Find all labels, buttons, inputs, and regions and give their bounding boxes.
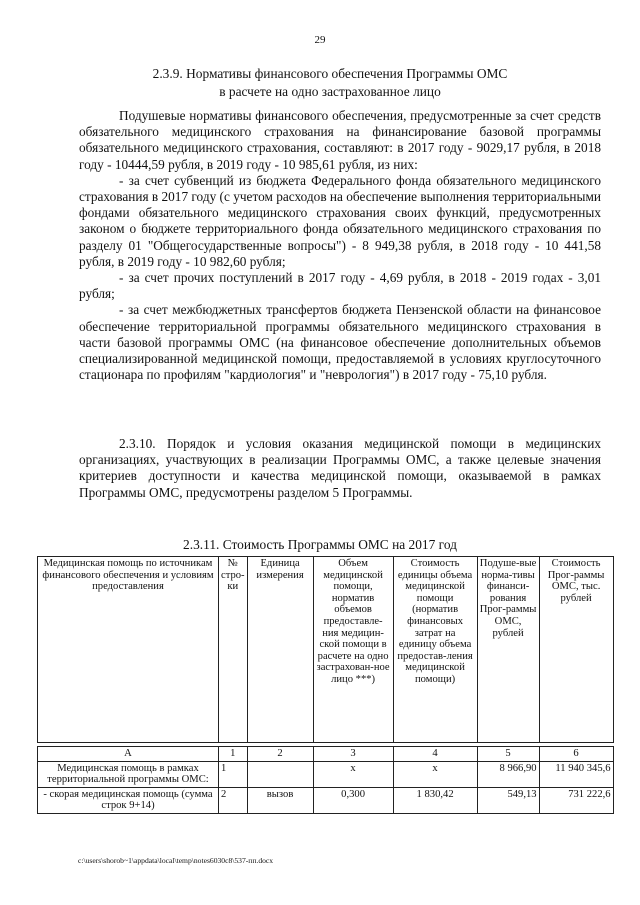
- row-unit: [247, 761, 313, 787]
- table-title: 2.3.11. Стоимость Программы ОМС на 2017 год: [183, 537, 457, 552]
- column-number: 5: [477, 747, 539, 762]
- row-per-capita: 8 966,90: [477, 761, 539, 787]
- interbudget-transfers-item: - за счет межбюджетных трансфертов бюджета Пензенской области на финансовое обеспечение территориальной программы обязательного медицинского страхования в части базовой программы ОМС (на финансовое обеспечение дополнительных объемов специализированной медицинской помощи, предоставляемой в условиях круглосуточного стационара по профилям "кардиология" и "неврология") в 2017 году - 75,10 рубля.: [79, 302, 601, 383]
- row-unit-cost: 1 830,42: [393, 787, 477, 813]
- header-cell: Медицинская помощь по источникам финансового обеспечения и условиям предоставления: [38, 557, 219, 743]
- header-cell: Подуше-вые норма-тивы финанси-рования Прог-раммы ОМС, рублей: [477, 557, 539, 743]
- row-volume: 0,300: [313, 787, 393, 813]
- header-cell: Стоимость единицы объема медицинской помощи (норматив финансовых затрат на единицу объема предостав-ления медицинской помощи): [393, 557, 477, 743]
- row-number: 2: [219, 787, 248, 813]
- column-number-row: [38, 747, 614, 762]
- section-2-3-10-text: 2.3.10. Порядок и условия оказания медицинской помощи в медицинских организациях, участвующих в реализации Программы ОМС, а также целевые значения критериев доступности и качества медицинской помощи, оказываемой в рамках Программы ОМС, предусмотрены разделом 5 Программы.: [79, 436, 601, 500]
- header-cell: № стро-ки: [219, 557, 248, 743]
- column-number: 3: [313, 747, 393, 762]
- table-header-row: [38, 557, 614, 743]
- file-path-footer: c:\users\shorob~1\appdata\local\temp\notes6030c8\537-пп.docx: [78, 856, 274, 865]
- column-number: 6: [539, 747, 613, 762]
- other-receipts-item: - за счет прочих поступлений в 2017 году - 4,69 рубля, в 2018 - 2019 годах - 3,01 рубля;: [79, 270, 601, 302]
- column-number: 1: [219, 747, 248, 762]
- subvention-item: - за счет субвенций из бюджета Федерального фонда обязательного медицинского страхования в 2017 году (с учетом расходов на обеспечение выполнения территориальными фондами обязательного медицинского страхования своих функций, предусмотренных законом о бюджете территориального фонда обязательного медицинского страхования по разделу 01 "Общегосударственные вопросы") - 8 949,38 рубля, в 2018 году - 10 441,58 рубля, в 2019 году - 10 982,60 рубля;: [79, 172, 601, 269]
- section-2-3-10: [79, 436, 601, 501]
- section-heading-line-1: 2.3.9. Нормативы финансового обеспечения Программы ОМС: [152, 66, 508, 81]
- row-per-capita: 549,13: [477, 787, 539, 813]
- row-name: - скорая медицинская помощь (сумма строк 9+14): [38, 787, 219, 813]
- row-volume: х: [313, 761, 393, 787]
- row-unit-cost: х: [393, 761, 477, 787]
- section-heading-line-2: в расчете на одно застрахованное лицо: [219, 84, 441, 99]
- page-number: 29: [314, 34, 326, 46]
- row-total: 11 940 345,6: [539, 761, 613, 787]
- header-cell: Стоимость Прог-раммы ОМС, тыс. рублей: [539, 557, 613, 743]
- row-name: Медицинская помощь в рамках территориальной программы ОМС:: [38, 761, 219, 787]
- table-row: [38, 787, 614, 813]
- header-cell: Единица измерения: [247, 557, 313, 743]
- table-row: [38, 761, 614, 787]
- oms-cost-table: [37, 556, 614, 814]
- column-number: 4: [393, 747, 477, 762]
- row-number: 1: [219, 761, 248, 787]
- row-unit: вызов: [247, 787, 313, 813]
- row-total: 731 222,6: [539, 787, 613, 813]
- column-number: 2: [247, 747, 313, 762]
- column-number: А: [38, 747, 219, 762]
- header-cell: Объем медицинской помощи, норматив объемов предоставле-ния медицин-ской помощи в расчете на одно застрахован-ное лицо ***): [313, 557, 393, 743]
- norms-body: [79, 108, 601, 383]
- intro-paragraph: Подушевые нормативы финансового обеспечения, предусмотренные за счет средств обязательного медицинского страхования на финансирование базовой программы обязательного медицинского страхования, составляют: в 2017 году - 9029,17 рубля, в 2018 году - 10444,59 рубля, в 2019 году - 10 985,61 рубля, из них:: [79, 108, 601, 172]
